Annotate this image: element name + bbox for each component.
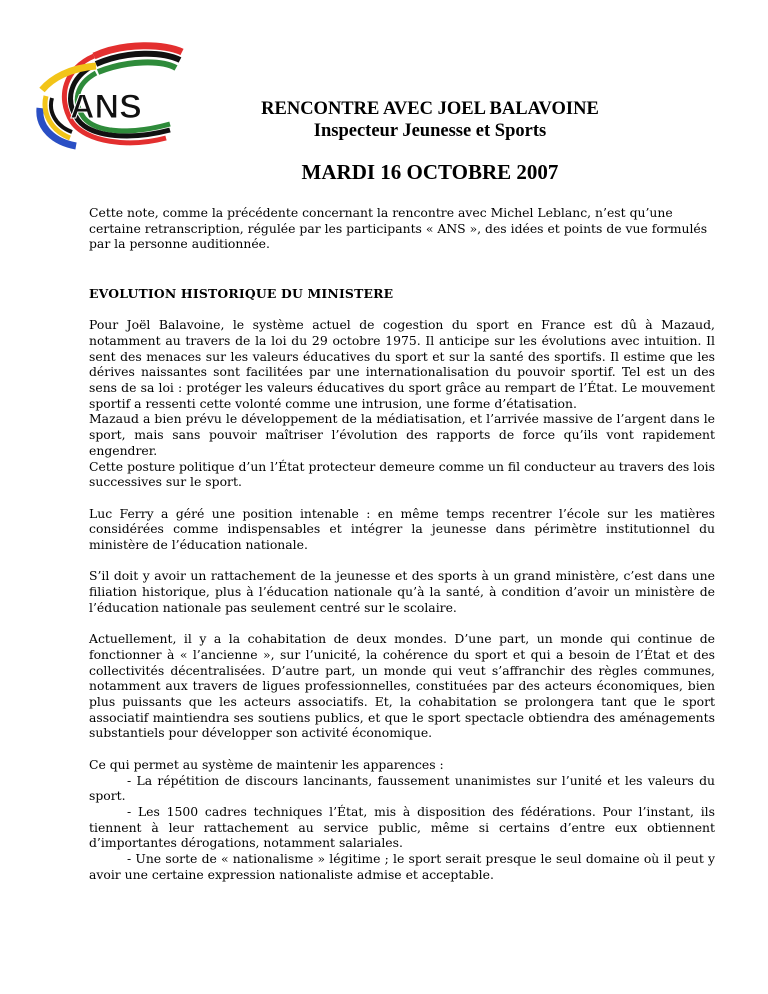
paragraph-cohabitation: Actuellement, il y a la cohabitation de deux mondes. D’une part, un monde qui continue de fonctionner à « l’ancienne », sur l’unicité, la cohérence du sport et qui a besoin de l’État et des collectivités décentralisées. D’autre part, un monde qui veut s’affranchir des règles communes, notamment aux travers de ligues professionnelles, constituées par des acteurs économiques, bien plus puissants que les acteurs associatifs. Et, la cohabitation se prolongera tant que le sport associatif maintiendra ses soutiens publics, et que le sport spectacle obtiendra des aménagements substantiels pour développer son activité économique. bbox=[89, 631, 715, 741]
list-item: - Une sorte de « nationalisme » légitime ; le sport serait presque le seul domaine où il peut y avoir une certaine expression nationaliste admise et acceptable. bbox=[89, 851, 715, 882]
paragraph-line: Cette posture politique d’un l’État protecteur demeure comme un fil conducteur au travers des lois successives sur le sport. bbox=[89, 458, 715, 490]
section-heading: EVOLUTION HISTORIQUE DU MINISTERE bbox=[89, 285, 394, 301]
list-item: - Les 1500 cadres techniques l’État, mis à disposition des fédérations. Pour l’instant, ils tiennent à leur rattachement au service public, même si certains d’entre eux obtiennent d’importantes dérogations, notamment salariales. bbox=[89, 803, 715, 851]
paragraph-rattachement: S’il doit y avoir un rattachement de la jeunesse et des sports à un grand ministère, c’est dans une filiation historique, plus à l’éducation nationale qu’à la santé, à condition d’avoir un ministère de l’éducation nationale pas seulement centré sur le scolaire. bbox=[89, 568, 715, 615]
list-item: - La répétition de discours lancinants, faussement unanimistes sur l’unité et les valeurs du sport. bbox=[89, 772, 715, 804]
header bbox=[200, 98, 660, 185]
intro-paragraph: Cette note, comme la précédente concernant la rencontre avec Michel Leblanc, n’est qu’une certaine retranscription, régulée par les participants « ANS », des idées et points de vue formulés par la personne auditionnée. bbox=[89, 205, 708, 252]
ans-logo bbox=[36, 38, 186, 150]
page-subtitle: Inspecteur Jeunesse et Sports bbox=[313, 121, 547, 141]
paragraph-mazaud bbox=[89, 317, 715, 490]
paragraph-line: Mazaud a bien prévu le développement de la médiatisation, et l’arrivée massive de l’argent dans le sport, mais sans pouvoir maîtriser l’évolution des rapports de force qu’ils vont rapidement engendrer. bbox=[89, 411, 715, 458]
paragraph-line: Ce qui permet au système de maintenir les apparences : bbox=[89, 756, 444, 772]
paragraph-apparences bbox=[89, 757, 715, 883]
paragraph-luc-ferry: Luc Ferry a géré une position intenable : en même temps recentrer l’école sur les matières considérées comme indispensables et intégrer la jeunesse dans périmètre institutionnel du ministère de l’éducation nationale. bbox=[89, 505, 715, 553]
document-body bbox=[89, 205, 715, 898]
ans-logo-graphic bbox=[36, 38, 186, 150]
logo-text: ANS bbox=[70, 88, 142, 126]
page-title: RENCONTRE AVEC JOEL BALAVOINE bbox=[261, 99, 599, 119]
spacer bbox=[89, 268, 715, 286]
paragraph-line: Pour Joël Balavoine, le système actuel de cogestion du sport en France est dû à Mazaud, notamment au travers de la loi du 29 octobre 1975. Il anticipe sur les évolutions avec intuition. Il sent des menaces sur les valeurs éducatives du sport et sur la santé des sportifs. Il estime que les dérives naissantes sont facilitées par une internationalisation du pouvoir sportif. Tel est un des sens de sa loi : protéger les valeurs éducatives du sport grâce au rempart de l’État. Le mouvement sportif a ressenti cette volonté comme une intrusion, une forme d’étatisation. bbox=[89, 317, 715, 411]
meeting-date: MARDI 16 OCTOBRE 2007 bbox=[301, 160, 559, 184]
